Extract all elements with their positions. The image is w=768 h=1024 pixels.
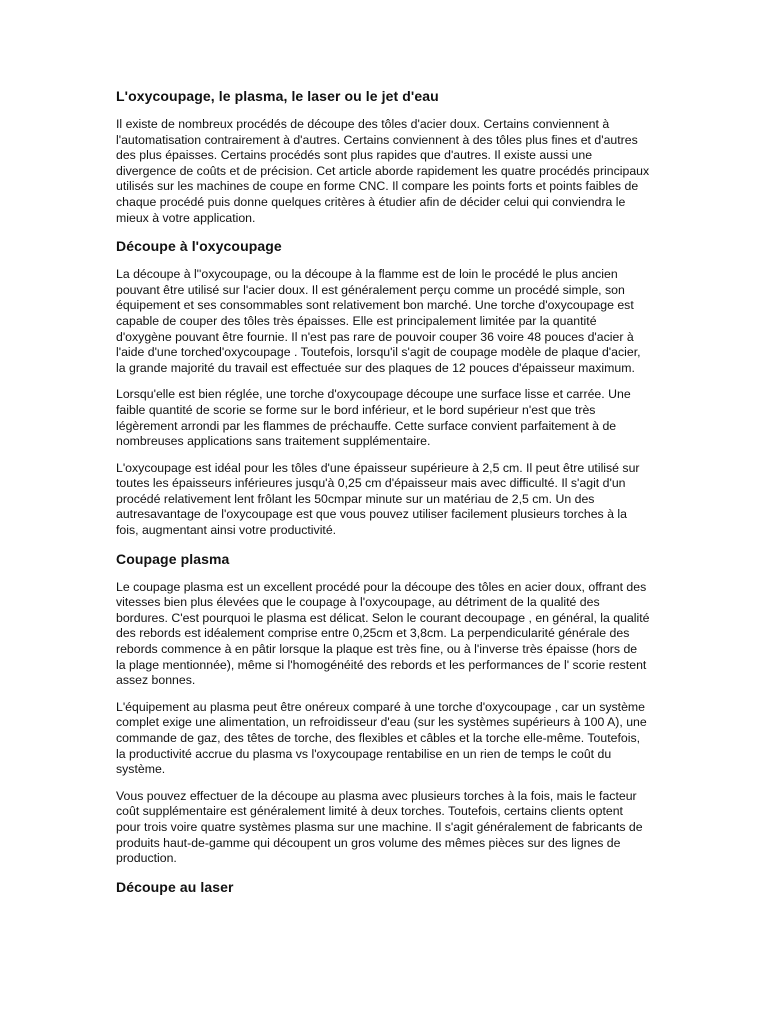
oxycoupage-paragraph-1: La découpe à l''oxycoupage, ou la découpe à la flamme est de loin le procédé le plus ancien pouvant être utilisé sur l'acier doux. Il est généralement perçu comme un procédé simple, son équipement et ses consommables sont relativement bon marché. Une torche d'oxycoupage est capable de couper des tôles très épaisses. Elle est principalement limitée par la quantité d'oxygène pouvant être fournie. Il n'est pas rare de pouvoir couper 36 voire 48 pouces d'acier à l'aide d'une torched'oxycoupage . Toutefois, lorsqu'il s'agit de coupage modèle de plaque d'acier, la grande majorité du travail est effectuée sur des plaques de 12 pouces d'épaisseur maximum. <box>116 267 641 375</box>
intro-paragraph: Il existe de nombreux procédés de découpe des tôles d'acier doux. Certains conviennent à l'automatisation contrairement à d'autres. Certains conviennent à des tôles plus fines et d'autres des plus épaisses. Certains procédés sont plus rapides que d'autres. Il existe aussi une divergence de coûts et de précision. Cet article aborde rapidement les quatre procédés principaux utilisés sur les machines de coupe en forme CNC. Il compare les points forts et points faibles de chaque procédé puis donne quelques critères à étudier afin de décider celui qui conviendra le mieux à votre application. <box>116 117 650 225</box>
section-heading-oxycoupage: Découpe à l'oxycoupage <box>116 238 282 255</box>
section-heading-plasma: Coupage plasma <box>116 550 230 567</box>
plasma-paragraph-2: L'équipement au plasma peut être onéreux comparé à une torche d'oxycoupage , car un système complet exige une alimentation, un refroidisseur d'eau (sur les systèmes supérieurs à 100 A), une commande de gaz, des têtes de torche, des flexibles et câbles et la torche elle-même. Toutefois, la productivité accrue du plasma vs l'oxycoupage rentabilise en un rien de temps le coût du système. <box>116 699 647 777</box>
oxycoupage-paragraph-3: L'oxycoupage est idéal pour les tôles d'une épaisseur supérieure à 2,5 cm. Il peut être utilisé sur toutes les épaisseurs inférieures jusqu'à 0,25 cm d'épaisseur mais avec difficulté. Il s'agit d'un procédé relativement lent frôlant les 50cmpar minute sur un matériau de 2,5 cm. Un des autresavantage de l'oxycoupage est que vous pouvez utiliser facilement plusieurs torches à la fois, augmentant ainsi votre productivité. <box>116 460 640 538</box>
document-page <box>116 87 650 908</box>
oxycoupage-paragraph-2: Lorsqu'elle est bien réglée, une torche d'oxycoupage découpe une surface lisse et carrée. Une faible quantité de scorie se forme sur le bord inférieur, et le bord supérieur n'est que très légèrement arrondi par les flammes de préchauffe. Cette surface convient parfaitement à de nombreuses applications sans traitement supplémentaire. <box>116 387 631 449</box>
plasma-paragraph-1: Le coupage plasma est un excellent procédé pour la découpe des tôles en acier doux, offrant des vitesses bien plus élevées que le coupage à l'oxycoupage, au détriment de la qualité des bordures. C'est pourquoi le plasma est délicat. Selon le courant decoupage , en général, la qualité des rebords est idéalement comprise entre 0,25cm et 3,8cm. La perpendicularité générale des rebords commence à en pâtir lorsque la plaque est très fine, ou à l'inverse très épaisse (hors de la plage mentionnée), même si l'homogénéité des rebords et les performances de l' scorie restent assez bonnes. <box>116 579 650 688</box>
section-heading-laser: Découpe au laser <box>116 878 234 895</box>
plasma-paragraph-3: Vous pouvez effectuer de la découpe au plasma avec plusieurs torches à la fois, mais le facteur coût supplémentaire est généralement limité à deux torches. Toutefois, certains clients optent pour trois voire quatre systèmes plasma sur une machine. Il s'agit généralement de fabricants de produits haut-de-gamme qui découpent un gros volume des mêmes pièces sur des lignes de production. <box>116 788 643 866</box>
document-title: L'oxycoupage, le plasma, le laser ou le jet d'eau <box>116 88 439 104</box>
